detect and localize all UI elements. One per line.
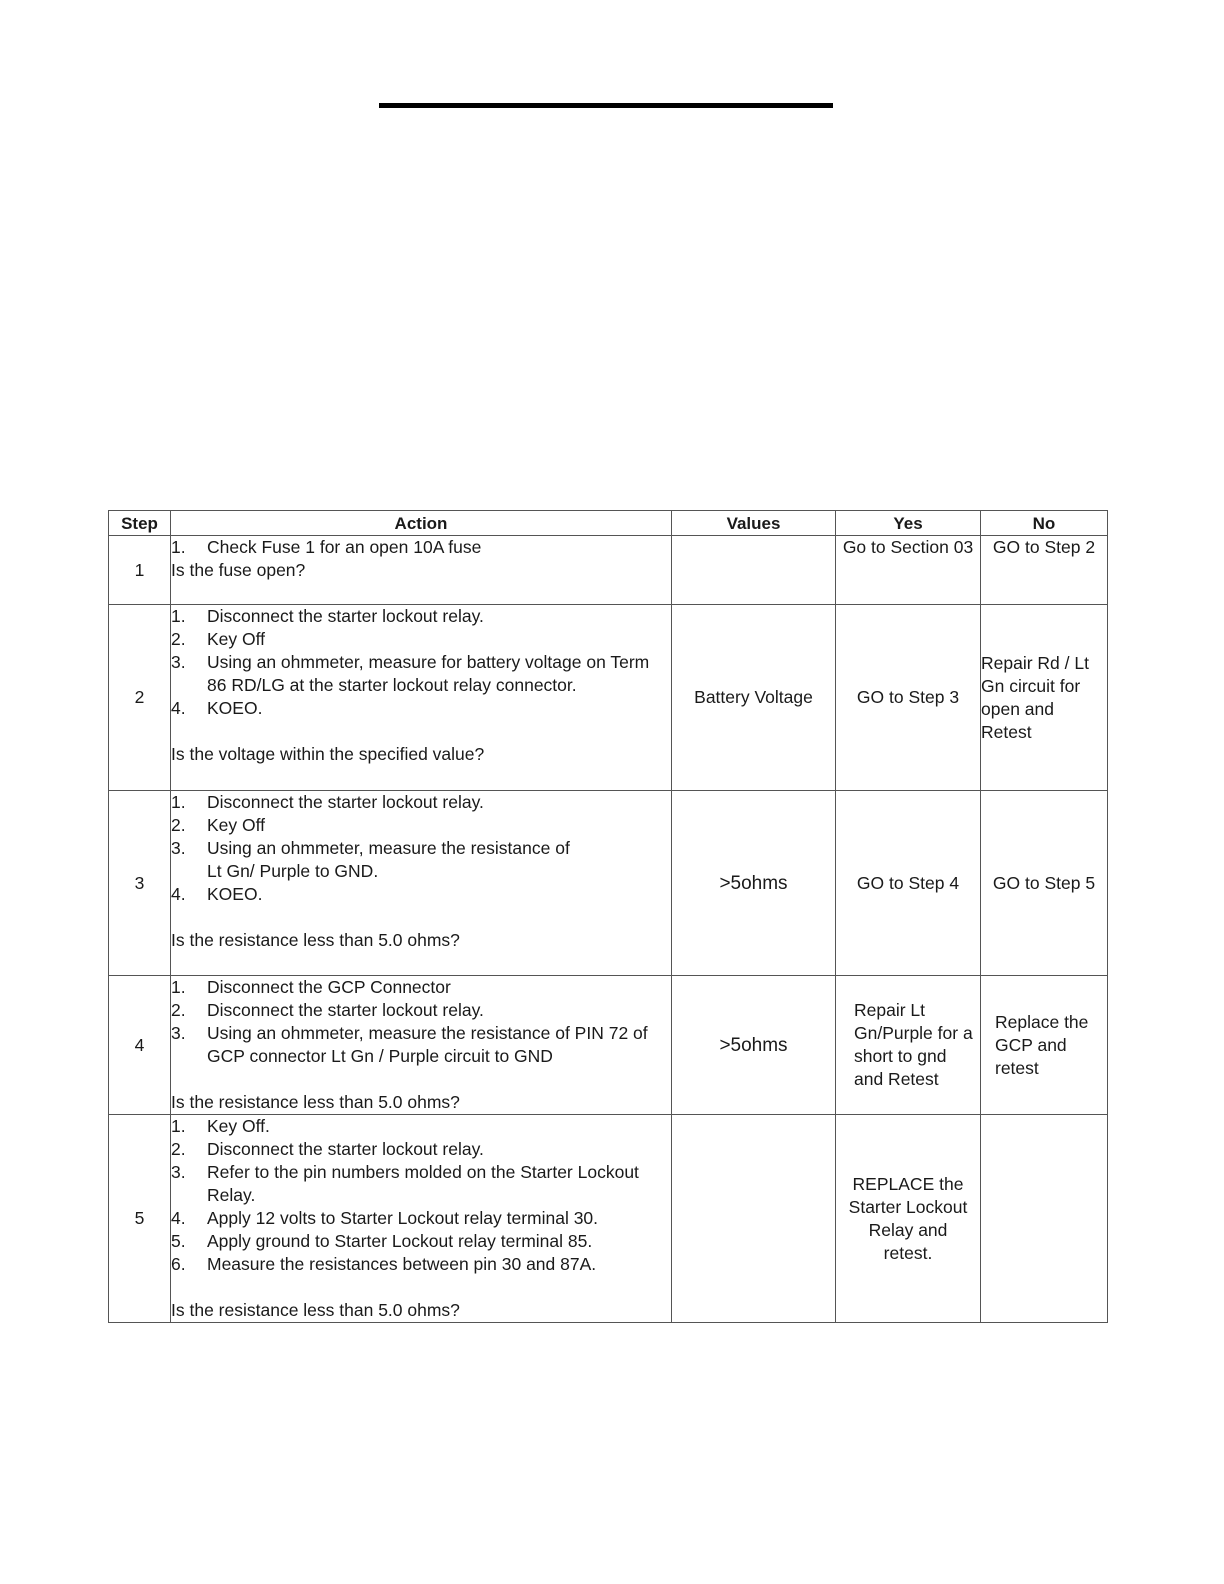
action-item: 4. KOEO.	[171, 884, 263, 904]
action-item: 3. Using an ohmmeter, measure the resistance of PIN 72 of GCP connector Lt Gn / Purple circuit to GND	[171, 1023, 648, 1066]
table-row	[109, 605, 1108, 791]
action-cell	[171, 976, 672, 1115]
action-list	[171, 605, 671, 720]
yes-cell: GO to Step 3	[836, 605, 981, 791]
action-list	[171, 1115, 671, 1276]
action-item: 1. Disconnect the starter lockout relay.	[171, 606, 484, 626]
action-item: 5. Apply ground to Starter Lockout relay terminal 85.	[171, 1231, 593, 1251]
header-values: Values	[672, 511, 836, 536]
action-cell	[171, 791, 672, 976]
action-item: 2. Key Off	[171, 629, 266, 649]
action-item: 3. Refer to the pin numbers molded on the Starter Lockout Relay.	[171, 1162, 639, 1205]
yes-cell: GO to Step 4	[836, 791, 981, 976]
value-cell	[672, 536, 836, 605]
action-item: 3. Using an ohmmeter, measure the resistance of Lt Gn/ Purple to GND.	[171, 838, 570, 881]
action-question: Is the fuse open?	[171, 560, 306, 580]
value-cell	[672, 1115, 836, 1323]
action-question: Is the resistance less than 5.0 ohms?	[171, 1092, 460, 1112]
no-cell: Repair Rd / Lt Gn circuit for open and Retest	[981, 605, 1108, 791]
value-cell: >5ohms	[672, 976, 836, 1115]
yes-cell: REPLACE the Starter Lockout Relay and retest.	[836, 1115, 981, 1323]
action-item: 1. Key Off.	[171, 1116, 270, 1136]
action-cell	[171, 605, 672, 791]
action-item: 1. Check Fuse 1 for an open 10A fuse	[171, 537, 482, 557]
action-item: 4. KOEO.	[171, 698, 263, 718]
action-question: Is the resistance less than 5.0 ohms?	[171, 1300, 460, 1320]
action-item: 1. Disconnect the starter lockout relay.	[171, 792, 484, 812]
step-number: 4	[109, 976, 171, 1115]
table-row	[109, 1115, 1108, 1323]
no-cell: GO to Step 2	[981, 536, 1108, 605]
header-action: Action	[171, 511, 672, 536]
value-cell: >5ohms	[672, 791, 836, 976]
table-row	[109, 791, 1108, 976]
action-list	[171, 791, 671, 906]
action-item: 1. Disconnect the GCP Connector	[171, 977, 451, 997]
action-item: 2. Key Off	[171, 815, 266, 835]
no-cell: Replace the GCP and retest	[981, 976, 1108, 1115]
table-header-row	[109, 511, 1108, 536]
action-item: 2. Disconnect the starter lockout relay.	[171, 1139, 484, 1159]
action-question: Is the voltage within the specified value?	[171, 744, 485, 764]
step-number: 5	[109, 1115, 171, 1323]
action-list	[171, 976, 671, 1068]
diagnostic-table	[108, 510, 1108, 1323]
step-number: 2	[109, 605, 171, 791]
action-item: 3. Using an ohmmeter, measure for battery voltage on Term 86 RD/LG at the starter lockout relay connector.	[171, 652, 650, 695]
action-question: Is the resistance less than 5.0 ohms?	[171, 930, 460, 950]
action-item: 6. Measure the resistances between pin 30 and 87A.	[171, 1254, 597, 1274]
table-row	[109, 536, 1108, 605]
action-list	[171, 536, 671, 559]
step-number: 1	[109, 536, 171, 605]
action-item: 4. Apply 12 volts to Starter Lockout relay terminal 30.	[171, 1208, 599, 1228]
no-cell	[981, 1115, 1108, 1323]
header-yes: Yes	[836, 511, 981, 536]
action-cell	[171, 536, 672, 605]
yes-cell: Repair Lt Gn/Purple for a short to gnd and Retest	[836, 976, 981, 1115]
table-row	[109, 976, 1108, 1115]
action-cell	[171, 1115, 672, 1323]
action-item: 2. Disconnect the starter lockout relay.	[171, 1000, 484, 1020]
header-no: No	[981, 511, 1108, 536]
header-step: Step	[109, 511, 171, 536]
step-number: 3	[109, 791, 171, 976]
title-underline-rule	[379, 103, 833, 108]
no-cell: GO to Step 5	[981, 791, 1108, 976]
yes-cell: Go to Section 03	[836, 536, 981, 605]
value-cell: Battery Voltage	[672, 605, 836, 791]
